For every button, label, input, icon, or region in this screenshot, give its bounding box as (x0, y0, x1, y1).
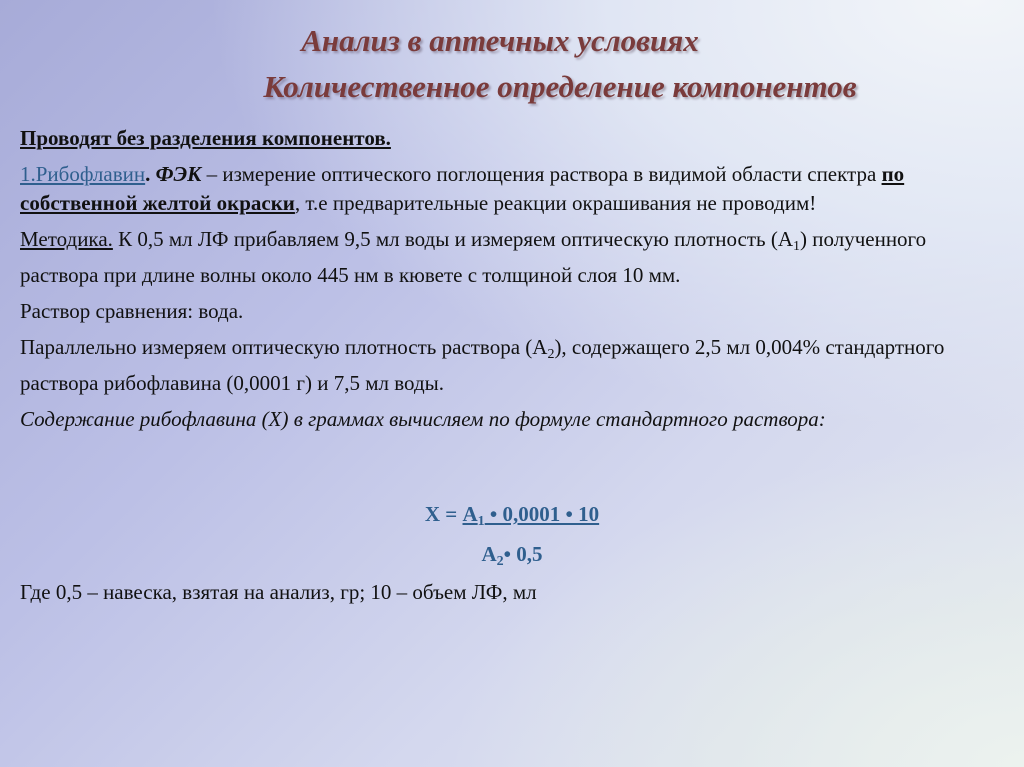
parallel-paragraph (20, 333, 998, 398)
method-text1: К 0,5 мл ЛФ прибавляем 9,5 мл воды и измеряем оптическую плотность (А (112, 227, 794, 251)
slide-title-line1: Анализ в аптечных условиях (301, 23, 699, 58)
formula-denominator (0, 542, 1024, 570)
formula-den-rest: • 0,5 (503, 542, 543, 566)
formula-den-sub: 2 (496, 554, 504, 569)
riboflavin-dot: . (145, 162, 156, 186)
formula-numerator (462, 502, 600, 529)
formula-num-a: А (462, 502, 478, 526)
parallel-text1: Параллельно измеряем оптическую плотность раствора (А (20, 335, 548, 359)
intro-text: Проводят без разделения компонентов. (20, 126, 391, 150)
riboflavin-emphasis: по собственной желтой окраски (20, 162, 905, 215)
formula-den-a: А (481, 542, 497, 566)
riboflavin-text1: – измерение оптического поглощения раствора в видимой области спектра (201, 162, 882, 186)
parallel-text2: ), содержащего 2,5 мл 0,004% стандартного раствора рибофлавина (0,0001 г) и 7,5 мл воды. (20, 335, 945, 395)
formula-intro: Содержание рибофлавина (Х) в граммах вычисляем по формуле стандартного раствора: (20, 407, 826, 431)
formula-num-sub: 1 (477, 514, 485, 529)
formula-numerator-line (0, 502, 1024, 530)
riboflavin-paragraph (20, 160, 998, 218)
reference-paragraph: Раствор сравнения: вода. (20, 299, 244, 323)
method-text2: ) полученного раствора при длине волны около 445 нм в кювете с толщиной слоя 10 мм. (20, 227, 927, 287)
method-abbr: ФЭК (155, 162, 202, 186)
formula-num-rest: • 0,0001 • 10 (484, 502, 600, 526)
riboflavin-link[interactable]: 1.Рибофлавин (20, 162, 146, 186)
slide-title-line2: Количественное определение компонентов (263, 69, 857, 104)
riboflavin-text2: , т.е предварительные реакции окрашивания не проводим! (294, 191, 817, 215)
slide-body (20, 124, 998, 441)
intro-paragraph (20, 124, 998, 153)
parallel-sub: 2 (547, 347, 555, 362)
method-sub: 1 (793, 239, 801, 254)
formula-lhs: Х = (424, 502, 463, 526)
method-paragraph (20, 225, 998, 290)
where-note: Где 0,5 – навеска, взятая на анализ, гр; 10 – объем ЛФ, мл (20, 580, 537, 604)
method-label: Методика. (20, 227, 113, 251)
